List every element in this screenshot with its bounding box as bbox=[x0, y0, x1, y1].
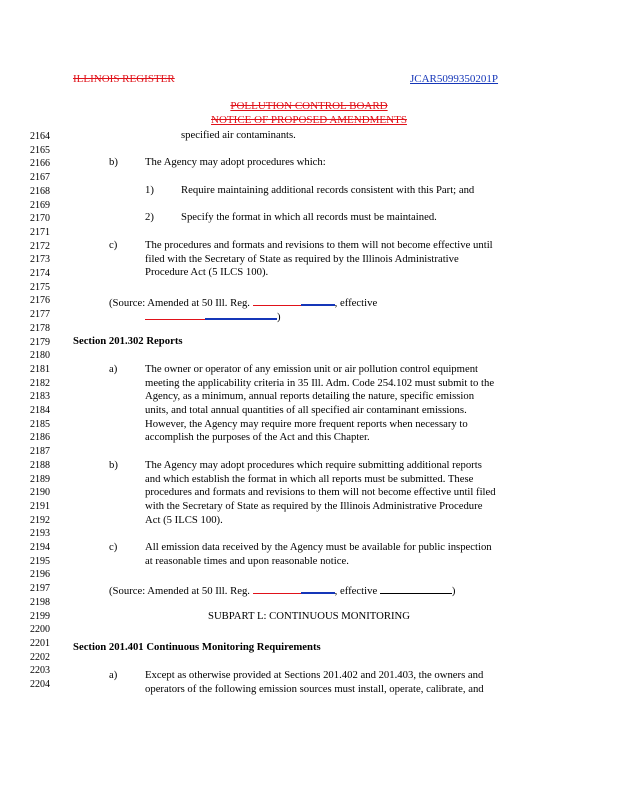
item-text: operators of the following emission sources must install, operate, calibrate, and bbox=[145, 683, 484, 695]
source-prefix: (Source: Amended at 50 Ill. Reg. bbox=[109, 297, 250, 309]
line-number: 2194 bbox=[30, 542, 50, 553]
subitem-label: 1) bbox=[145, 184, 154, 196]
source-note-cont bbox=[145, 308, 281, 325]
item-text: The Agency may adopt procedures which require submitting additional reports bbox=[145, 459, 482, 471]
item-label: c) bbox=[109, 239, 118, 251]
line-number: 2173 bbox=[30, 254, 50, 266]
source-effective: , effective bbox=[334, 585, 378, 597]
item-label: b) bbox=[109, 459, 118, 471]
line-number: 2198 bbox=[30, 596, 50, 608]
source-effective: , effective bbox=[334, 297, 378, 309]
item-text: Act (5 ILCS 100). bbox=[145, 514, 223, 526]
line-number: 2197 bbox=[30, 583, 50, 595]
source-prefix: (Source: Amended at 50 Ill. Reg. bbox=[109, 585, 250, 597]
line-number: 2202 bbox=[30, 651, 50, 663]
item-text: and which establish the format in which all reports must be submitted. These bbox=[145, 473, 474, 485]
line-number: 2192 bbox=[30, 514, 50, 526]
line-number: 2166 bbox=[30, 158, 50, 170]
line-number: 2185 bbox=[30, 418, 50, 430]
line-number: 2186 bbox=[30, 432, 50, 444]
item-text: procedures and formats and revisions to them will not become effective until filed bbox=[145, 486, 496, 498]
line-number: 2165 bbox=[30, 144, 50, 156]
line-number: 2200 bbox=[30, 624, 50, 636]
line-number: 2188 bbox=[30, 459, 50, 471]
line-number: 2171 bbox=[30, 226, 50, 238]
continued-text: specified air contaminants. bbox=[181, 129, 296, 141]
item-text: units, and total annual quantities of all specified air contaminant emissions. bbox=[145, 404, 467, 416]
blank-date-inserted bbox=[205, 308, 277, 320]
item-text: The owner or operator of any emission unit or air pollution control equipment bbox=[145, 363, 479, 375]
item-text: Procedure Act (5 ILCS 100). bbox=[145, 266, 269, 278]
line-number: 2184 bbox=[30, 405, 50, 416]
line-number: 2182 bbox=[30, 377, 50, 389]
item-label: c) bbox=[109, 541, 118, 553]
item-label: a) bbox=[109, 669, 118, 681]
register-header: ILLINOIS REGISTER bbox=[73, 73, 175, 85]
line-number: 2190 bbox=[30, 487, 50, 499]
subitem-text: Require maintaining additional records consistent with this Part; and bbox=[181, 184, 475, 196]
notice-header: NOTICE OF PROPOSED AMENDMENTS bbox=[211, 114, 407, 126]
blank-date-struck bbox=[145, 309, 205, 320]
line-number: 2180 bbox=[30, 350, 50, 362]
blank-volume-inserted bbox=[301, 294, 335, 306]
jcar-code: JCAR5099350201P bbox=[410, 73, 499, 85]
source-note bbox=[109, 582, 455, 599]
line-number: 2174 bbox=[30, 268, 50, 279]
line-number: 2196 bbox=[30, 569, 50, 581]
item-text: The Agency may adopt procedures which: bbox=[145, 156, 326, 168]
line-number: 2204 bbox=[30, 679, 50, 690]
item-label: b) bbox=[109, 156, 118, 168]
section-heading: Section 201.401 Continuous Monitoring Requirements bbox=[73, 641, 321, 653]
line-number: 2195 bbox=[30, 555, 50, 567]
item-text: with the Secretary of State as required by the Illinois Administrative Procedure bbox=[145, 500, 483, 512]
blank-date bbox=[380, 583, 452, 594]
line-number: 2176 bbox=[30, 295, 50, 307]
line-number: 2203 bbox=[30, 665, 50, 677]
blank-volume-struck bbox=[253, 295, 301, 306]
line-number: 2168 bbox=[30, 185, 50, 197]
board-header: POLLUTION CONTROL BOARD bbox=[230, 100, 388, 112]
line-number: 2172 bbox=[30, 240, 50, 252]
item-text: at reasonable times and upon reasonable notice. bbox=[145, 555, 349, 567]
item-text: All emission data received by the Agency must be available for public inspection bbox=[145, 541, 492, 553]
section-heading: Section 201.302 Reports bbox=[73, 335, 183, 347]
blank-volume-inserted bbox=[301, 582, 335, 594]
item-text: accomplish the purposes of the Act and this Chapter. bbox=[145, 431, 370, 443]
line-number: 2169 bbox=[30, 199, 50, 211]
line-number: 2191 bbox=[30, 500, 50, 512]
subpart-heading: SUBPART L: CONTINUOUS MONITORING bbox=[208, 610, 410, 622]
subitem-label: 2) bbox=[145, 211, 154, 223]
line-number: 2187 bbox=[30, 446, 50, 458]
item-text: filed with the Secretary of State as required by the Illinois Administrative bbox=[145, 253, 459, 265]
line-number: 2199 bbox=[30, 610, 50, 622]
line-number: 2189 bbox=[30, 473, 50, 485]
line-number: 2183 bbox=[30, 391, 50, 403]
line-number: 2178 bbox=[30, 322, 50, 334]
item-text: Agency, as a minimum, annual reports detailing the nature, specific emission bbox=[145, 390, 475, 402]
item-text: meeting the applicability criteria in 35 Ill. Adm. Code 254.102 must submit to the bbox=[145, 377, 495, 389]
item-text: However, the Agency may require more frequent reports when necessary to bbox=[145, 418, 468, 430]
blank-volume-struck bbox=[253, 583, 301, 594]
line-number: 2167 bbox=[30, 172, 50, 184]
line-number: 2181 bbox=[30, 363, 50, 375]
line-number: 2201 bbox=[30, 637, 50, 649]
item-text: Except as otherwise provided at Sections 201.402 and 201.403, the owners and bbox=[145, 669, 484, 681]
subitem-text: Specify the format in which all records must be maintained. bbox=[181, 211, 437, 223]
source-close: ) bbox=[451, 585, 456, 597]
line-number: 2164 bbox=[30, 131, 50, 142]
item-label: a) bbox=[109, 363, 118, 375]
line-number: 2179 bbox=[30, 336, 50, 348]
source-close: ) bbox=[277, 311, 281, 323]
line-number: 2175 bbox=[30, 281, 50, 293]
line-number: 2193 bbox=[30, 528, 50, 540]
line-number: 2177 bbox=[30, 309, 50, 321]
line-number: 2170 bbox=[30, 213, 50, 225]
item-text: The procedures and formats and revisions to them will not become effective until bbox=[145, 239, 493, 251]
